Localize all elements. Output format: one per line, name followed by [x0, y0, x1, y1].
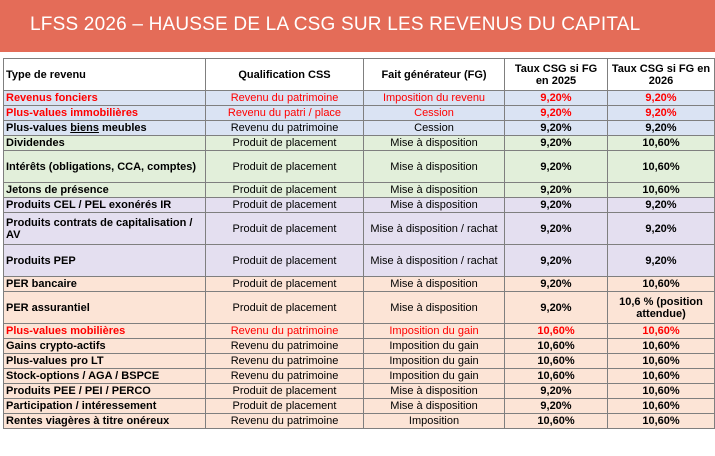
fait-generateur-cell: Mise à disposition	[364, 292, 505, 324]
taux-2025-cell: 9,20%	[505, 91, 608, 106]
taux-2026-cell: 10,60%	[608, 151, 715, 183]
type-cell: Plus-values mobilières	[4, 324, 206, 339]
qualification-cell: Revenu du patri / place	[206, 106, 364, 121]
fait-generateur-cell: Imposition du gain	[364, 369, 505, 384]
fait-generateur-cell: Mise à disposition	[364, 277, 505, 292]
type-cell: Gains crypto-actifs	[4, 339, 206, 354]
slide-title: LFSS 2026 – HAUSSE DE LA CSG SUR LES REVENUS DU CAPITAL	[30, 14, 641, 35]
qualification-cell: Produit de placement	[206, 277, 364, 292]
fait-generateur-cell: Mise à disposition	[364, 198, 505, 213]
type-cell: Dividendes	[4, 136, 206, 151]
taux-2025-cell: 10,60%	[505, 369, 608, 384]
table-row	[4, 339, 715, 354]
type-cell: Participation / intéressement	[4, 399, 206, 414]
taux-2025-cell: 10,60%	[505, 339, 608, 354]
taux-2026-cell: 9,20%	[608, 198, 715, 213]
header-qualification-css: Qualification CSS	[206, 59, 364, 91]
fait-generateur-cell: Mise à disposition	[364, 151, 505, 183]
taux-2026-cell: 10,6 % (position attendue)	[608, 292, 715, 324]
type-cell: PER assurantiel	[4, 292, 206, 324]
table-row	[4, 136, 715, 151]
fait-generateur-cell: Imposition	[364, 414, 505, 429]
fait-generateur-cell: Cession	[364, 121, 505, 136]
fait-generateur-cell: Mise à disposition	[364, 183, 505, 198]
table-row	[4, 277, 715, 292]
qualification-cell: Revenu du patrimoine	[206, 91, 364, 106]
qualification-cell: Produit de placement	[206, 136, 364, 151]
taux-2025-cell: 10,60%	[505, 354, 608, 369]
table-row	[4, 292, 715, 324]
fait-generateur-cell: Cession	[364, 106, 505, 121]
taux-2026-cell: 10,60%	[608, 414, 715, 429]
taux-2025-cell: 9,20%	[505, 245, 608, 277]
taux-2026-cell: 9,20%	[608, 91, 715, 106]
type-cell: Produits PEP	[4, 245, 206, 277]
table-row	[4, 106, 715, 121]
type-cell: Produits PEE / PEI / PERCO	[4, 384, 206, 399]
qualification-cell: Produit de placement	[206, 198, 364, 213]
qualification-cell: Revenu du patrimoine	[206, 121, 364, 136]
table-row	[4, 369, 715, 384]
taux-2025-cell: 10,60%	[505, 414, 608, 429]
taux-2025-cell: 9,20%	[505, 106, 608, 121]
table-row	[4, 324, 715, 339]
taux-2025-cell: 9,20%	[505, 213, 608, 245]
type-cell: Plus-values biens meubles	[4, 121, 206, 136]
taux-2026-cell: 9,20%	[608, 106, 715, 121]
qualification-cell: Revenu du patrimoine	[206, 414, 364, 429]
taux-2025-cell: 9,20%	[505, 151, 608, 183]
taux-2026-cell: 10,60%	[608, 277, 715, 292]
qualification-cell: Produit de placement	[206, 245, 364, 277]
slide-title-banner	[0, 0, 715, 52]
qualification-cell: Revenu du patrimoine	[206, 354, 364, 369]
type-cell: Intérêts (obligations, CCA, comptes)	[4, 151, 206, 183]
taux-2025-cell: 9,20%	[505, 136, 608, 151]
taux-2026-cell: 10,60%	[608, 324, 715, 339]
header-taux-2026: Taux CSG si FG en 2026	[608, 59, 715, 91]
qualification-cell: Produit de placement	[206, 399, 364, 414]
header-taux-2025: Taux CSG si FG en 2025	[505, 59, 608, 91]
header-type-revenu: Type de revenu	[4, 59, 206, 91]
table-row	[4, 354, 715, 369]
table-row	[4, 399, 715, 414]
type-cell: Plus-values immobilières	[4, 106, 206, 121]
taux-2026-cell: 10,60%	[608, 136, 715, 151]
taux-2026-cell: 10,60%	[608, 384, 715, 399]
fait-generateur-cell: Imposition du gain	[364, 324, 505, 339]
qualification-cell: Revenu du patrimoine	[206, 369, 364, 384]
taux-2026-cell: 9,20%	[608, 213, 715, 245]
taux-2026-cell: 10,60%	[608, 399, 715, 414]
taux-2025-cell: 9,20%	[505, 277, 608, 292]
fait-generateur-cell: Mise à disposition	[364, 384, 505, 399]
taux-2026-cell: 9,20%	[608, 121, 715, 136]
type-cell: Stock-options / AGA / BSPCE	[4, 369, 206, 384]
table-row	[4, 198, 715, 213]
taux-2025-cell: 9,20%	[505, 198, 608, 213]
qualification-cell: Produit de placement	[206, 213, 364, 245]
header-fait-generateur: Fait générateur (FG)	[364, 59, 505, 91]
table-row	[4, 245, 715, 277]
fait-generateur-cell: Mise à disposition	[364, 136, 505, 151]
taux-2025-cell: 9,20%	[505, 384, 608, 399]
type-cell: Produits CEL / PEL exonérés IR	[4, 198, 206, 213]
type-cell: Revenus fonciers	[4, 91, 206, 106]
qualification-cell: Produit de placement	[206, 151, 364, 183]
taux-2025-cell: 10,60%	[505, 324, 608, 339]
table-row	[4, 151, 715, 183]
taux-2026-cell: 10,60%	[608, 369, 715, 384]
taux-2025-cell: 9,20%	[505, 183, 608, 198]
fait-generateur-cell: Imposition du gain	[364, 339, 505, 354]
type-cell: Jetons de présence	[4, 183, 206, 198]
type-cell: Plus-values pro LT	[4, 354, 206, 369]
qualification-cell: Produit de placement	[206, 183, 364, 198]
table-row	[4, 213, 715, 245]
table-header-row	[4, 59, 715, 91]
qualification-cell: Revenu du patrimoine	[206, 324, 364, 339]
table-row	[4, 183, 715, 198]
taux-2026-cell: 10,60%	[608, 183, 715, 198]
table-body	[4, 91, 715, 429]
type-cell: PER bancaire	[4, 277, 206, 292]
taux-2025-cell: 9,20%	[505, 121, 608, 136]
qualification-cell: Revenu du patrimoine	[206, 339, 364, 354]
taux-2026-cell: 10,60%	[608, 339, 715, 354]
taux-2026-cell: 9,20%	[608, 245, 715, 277]
table-row	[4, 414, 715, 429]
type-cell: Rentes viagères à titre onéreux	[4, 414, 206, 429]
fait-generateur-cell: Mise à disposition / rachat	[364, 213, 505, 245]
fait-generateur-cell: Mise à disposition	[364, 399, 505, 414]
fait-generateur-cell: Imposition du revenu	[364, 91, 505, 106]
taux-2026-cell: 10,60%	[608, 354, 715, 369]
csg-rates-table	[3, 58, 715, 429]
table-row	[4, 384, 715, 399]
qualification-cell: Produit de placement	[206, 292, 364, 324]
table-row	[4, 91, 715, 106]
fait-generateur-cell: Imposition du gain	[364, 354, 505, 369]
taux-2025-cell: 9,20%	[505, 292, 608, 324]
qualification-cell: Produit de placement	[206, 384, 364, 399]
fait-generateur-cell: Mise à disposition / rachat	[364, 245, 505, 277]
type-cell: Produits contrats de capitalisation / AV	[4, 213, 206, 245]
taux-2025-cell: 9,20%	[505, 399, 608, 414]
table-row	[4, 121, 715, 136]
